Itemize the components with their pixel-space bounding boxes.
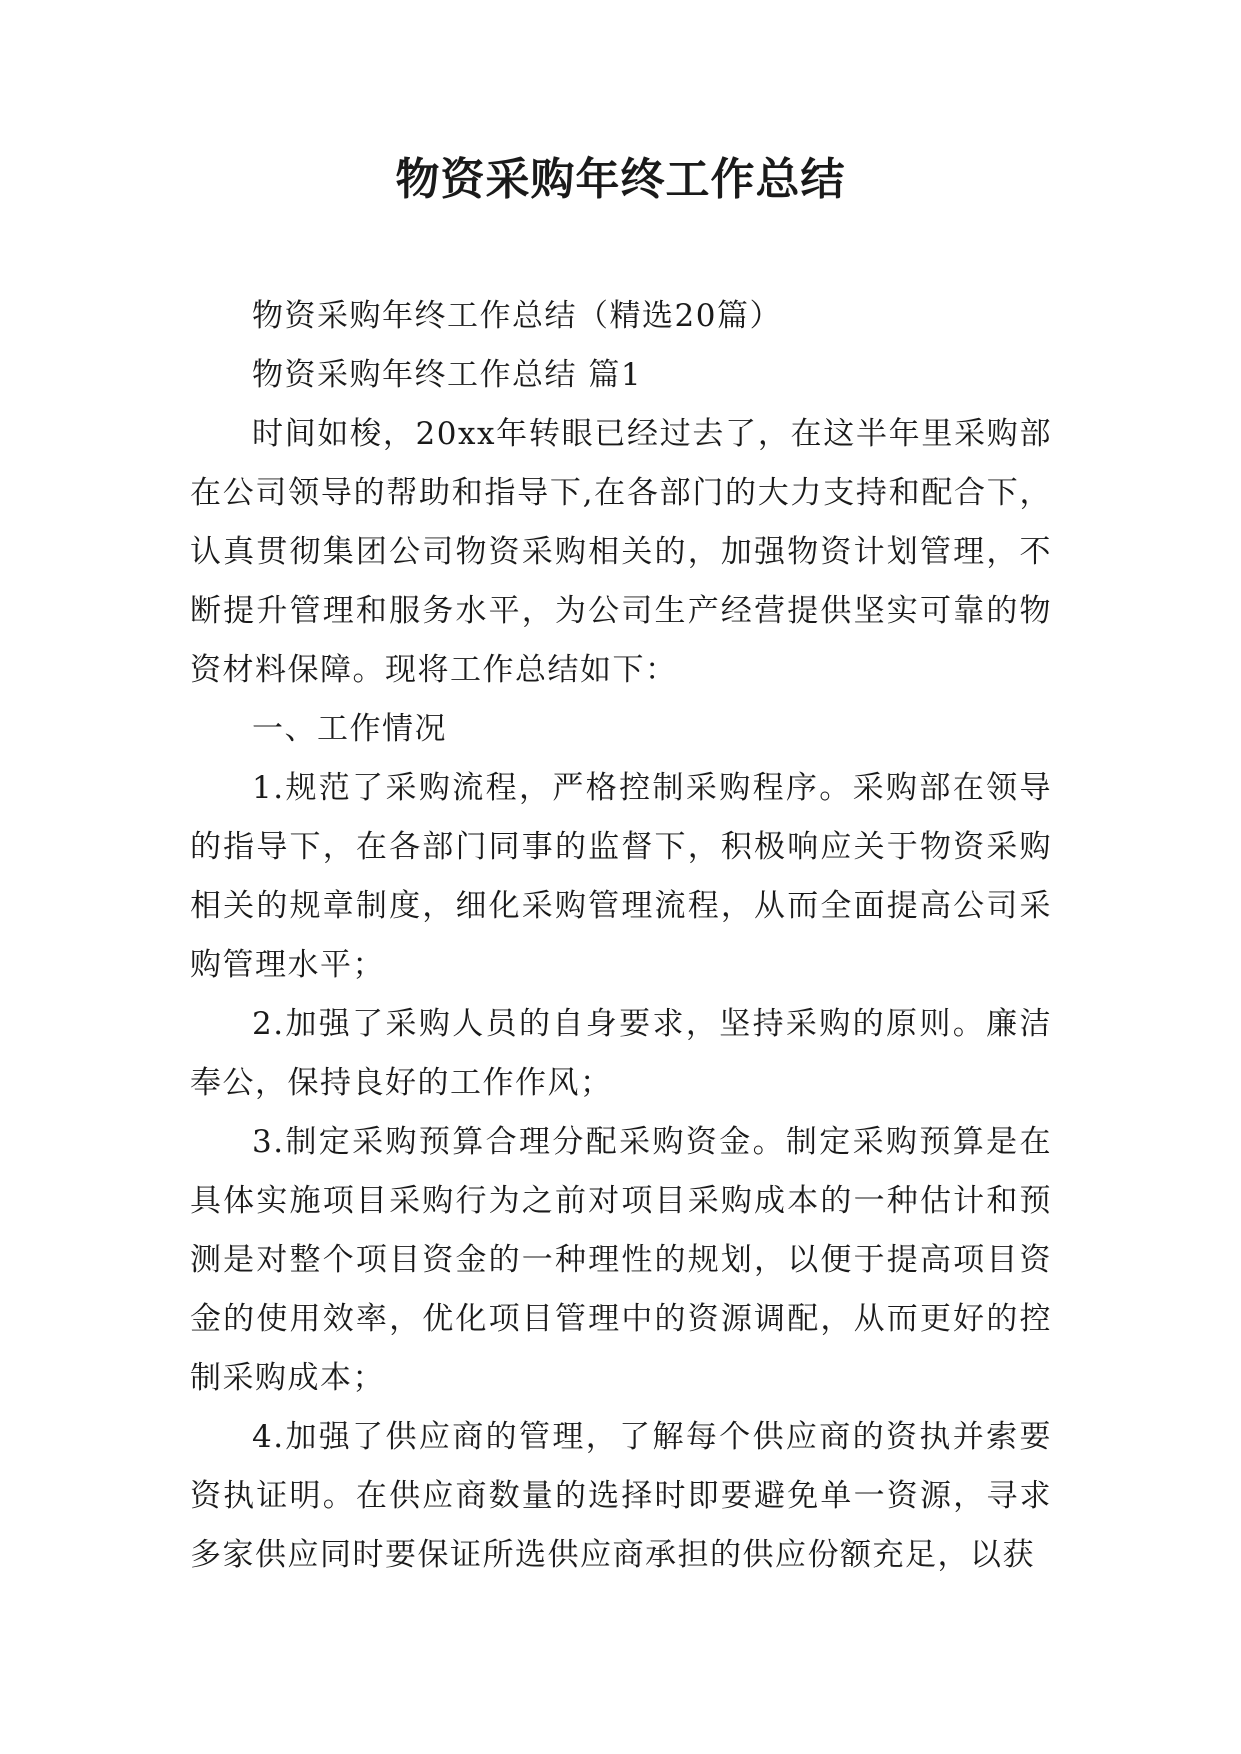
body-paragraph: 4.加强了供应商的管理，了解每个供应商的资执并索要资执证明。在供应商数量的选择时即要避免单一资源，寻求多家供应同时要保证所选供应商承担的供应份额充足，以获: [190, 1419, 1052, 1573]
body-paragraph: 3.制定采购预算合理分配采购资金。制定采购预算是在具体实施项目采购行为之前对项目采购成本的一种估计和预测是对整个项目资金的一种理性的规划，以便于提高项目资金的使用效率，优化项目管理中的资源调配，从而更好的控制采购成本；: [190, 1124, 1052, 1396]
body-paragraph: 1.规范了采购流程，严格控制采购程序。采购部在领导的指导下，在各部门同事的监督下，积极响应关于物资采购相关的规章制度，细化采购管理流程，从而全面提高公司采购管理水平；: [190, 770, 1052, 983]
subsection-heading: 一、工作情况: [252, 711, 447, 747]
subtitle-paragraph: 物资采购年终工作总结（精选20篇）: [252, 298, 782, 334]
document-title: 物资采购年终工作总结: [395, 154, 846, 205]
section-heading: 物资采购年终工作总结 篇1: [252, 357, 643, 393]
body-paragraph: 2.加强了采购人员的自身要求，坚持采购的原则。廉洁奉公，保持良好的工作作风；: [190, 1006, 1052, 1101]
document-body: [190, 287, 1052, 1585]
body-paragraph: 时间如梭，20xx年转眼已经过去了，在这半年里采购部在公司领导的帮助和指导下,在各部门的大力支持和配合下，认真贯彻集团公司物资采购相关的，加强物资计划管理，不断提升管理和服务水平，为公司生产经营提供坚实可靠的物资材料保障。现将工作总结如下：: [190, 416, 1052, 688]
